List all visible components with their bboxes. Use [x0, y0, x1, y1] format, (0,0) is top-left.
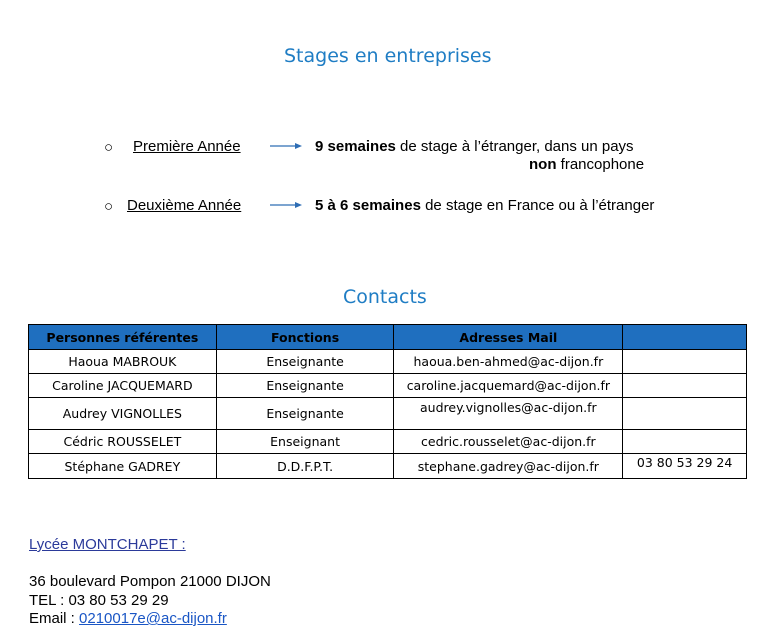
header-empty [623, 325, 747, 350]
contact-email: haoua.ben-ahmed@ac-dijon.fr [394, 350, 623, 374]
section-title-contacts: Contacts [343, 286, 427, 308]
non-keyword: non [529, 156, 557, 173]
description-text-3: de stage en France ou à l’étranger [420, 197, 655, 214]
duration-premiere-annee: 9 semaines [315, 138, 396, 155]
table-row [29, 374, 747, 398]
item-description-deuxieme-annee [315, 197, 654, 214]
contact-email: caroline.jacquemard@ac-dijon.fr [394, 374, 623, 398]
contact-function: Enseignante [216, 398, 394, 430]
contact-email: audrey.vignolles@ac-dijon.fr [394, 398, 623, 430]
item-label-deuxieme-annee: Deuxième Année [127, 197, 242, 214]
table-row [29, 430, 747, 454]
school-email-line [29, 610, 227, 627]
contact-function: Enseignante [216, 374, 394, 398]
right-arrow-icon [270, 200, 302, 210]
contact-name: Haoua MABROUK [29, 350, 217, 374]
header-fonctions: Fonctions [216, 325, 394, 350]
right-arrow-icon [270, 141, 302, 151]
contact-function: Enseignant [216, 430, 394, 454]
item-description-continuation [529, 156, 644, 173]
circle-bullet-icon: ○ [104, 139, 114, 156]
school-link[interactable]: Lycée MONTCHAPET : [29, 536, 186, 553]
contact-name: Cédric ROUSSELET [29, 430, 217, 454]
contact-phone [623, 398, 747, 430]
header-personnes: Personnes référentes [29, 325, 217, 350]
item-label-premiere-annee: Première Année [133, 138, 241, 155]
contact-name: Stéphane GADREY [29, 454, 217, 479]
table-row [29, 350, 747, 374]
contact-phone [623, 374, 747, 398]
table-row [29, 454, 747, 479]
description-text-1: de stage à l’étranger, dans un pays [395, 138, 634, 155]
email-label: Email : [29, 610, 80, 627]
school-phone: TEL : 03 80 53 29 29 [29, 592, 169, 609]
duration-deuxieme-annee: 5 à 6 semaines [315, 197, 421, 214]
contact-phone: 03 80 53 29 24 [623, 454, 747, 479]
contact-phone [623, 350, 747, 374]
email-link[interactable]: 0210017e@ac-dijon.fr [79, 610, 227, 627]
contact-name: Caroline JACQUEMARD [29, 374, 217, 398]
item-description-premiere-annee [315, 138, 634, 155]
contacts-table [28, 324, 747, 479]
circle-bullet-icon: ○ [104, 198, 114, 215]
contact-email: stephane.gadrey@ac-dijon.fr [394, 454, 623, 479]
contact-phone [623, 430, 747, 454]
section-title-stages: Stages en entreprises [284, 45, 492, 67]
contact-function: D.D.F.P.T. [216, 454, 394, 479]
contact-function: Enseignante [216, 350, 394, 374]
table-header-row [29, 325, 747, 350]
table-row [29, 398, 747, 430]
contact-name: Audrey VIGNOLLES [29, 398, 217, 430]
school-address: 36 boulevard Pompon 21000 DIJON [29, 573, 271, 590]
header-adresses-mail: Adresses Mail [394, 325, 623, 350]
contact-email: cedric.rousselet@ac-dijon.fr [394, 430, 623, 454]
description-text-2: francophone [556, 156, 645, 173]
